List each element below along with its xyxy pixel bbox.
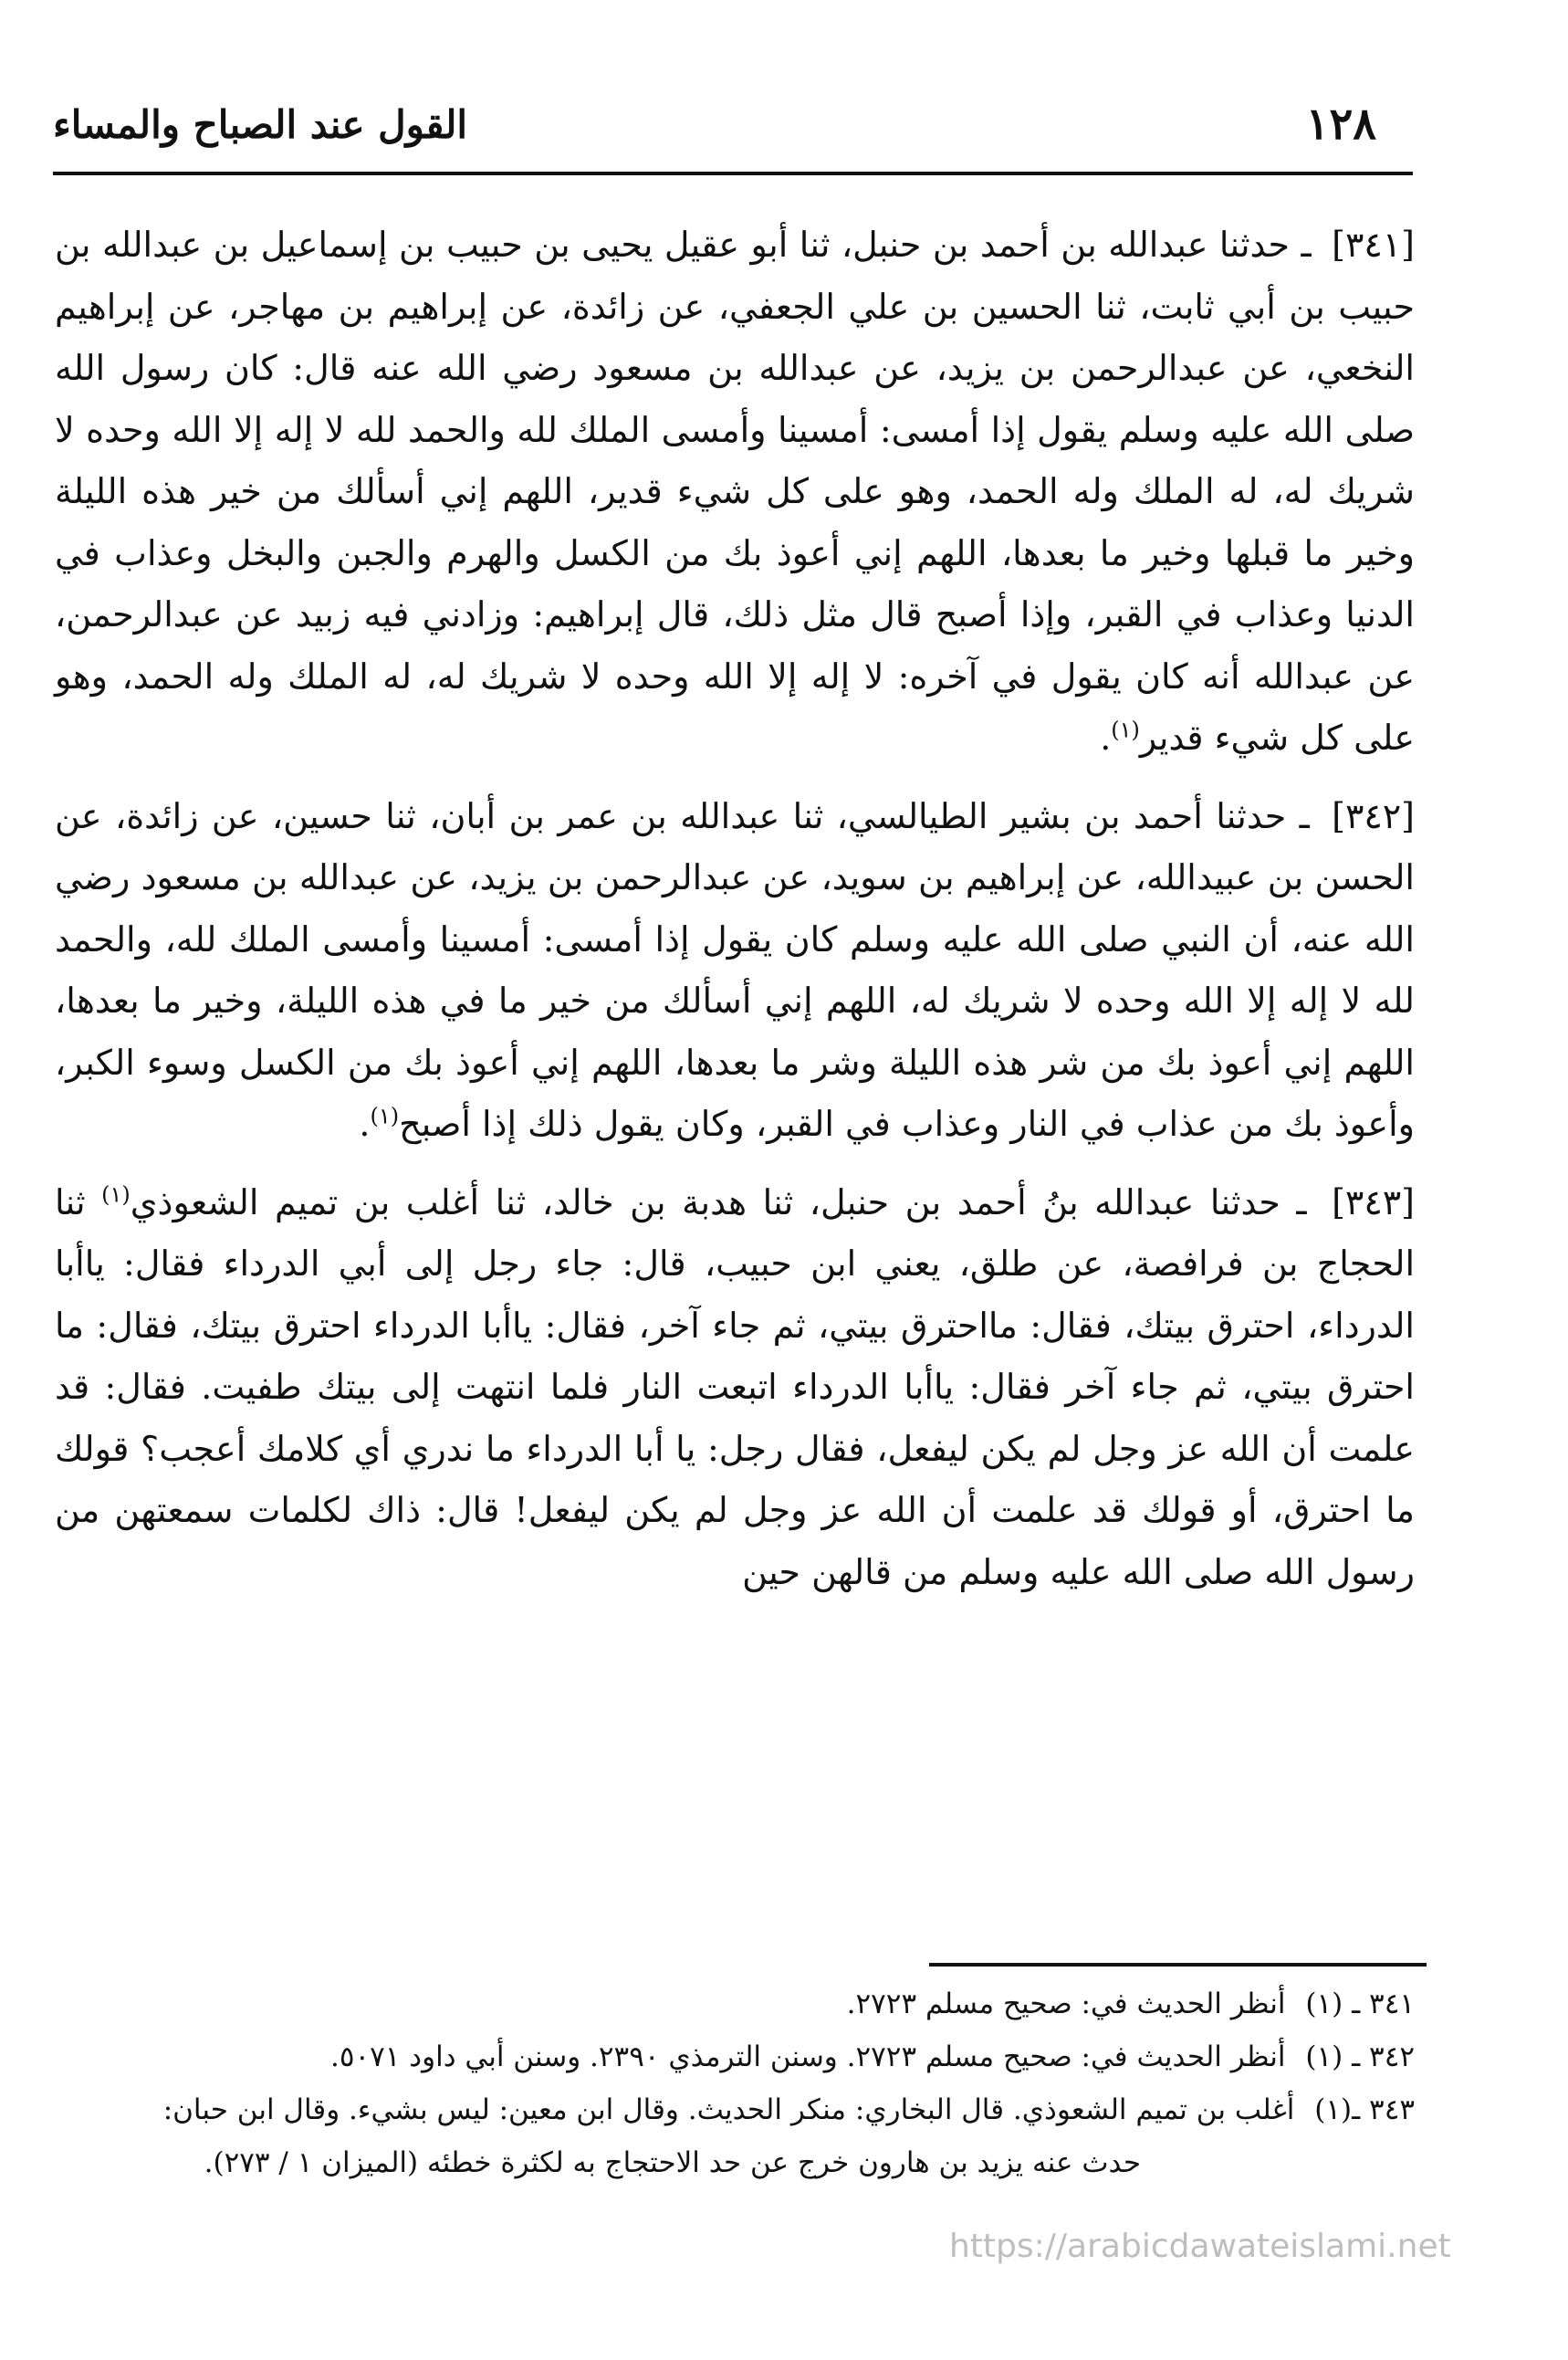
footnote-marker: (١)	[370, 1103, 400, 1129]
footnote-343-continuation: حدث عنه يزيد بن هارون خرج عن حد الاحتجاج به لكثرة خطئه (الميزان ١ / ٢٧٣).	[204, 2146, 1141, 2179]
footnote-rule	[929, 1963, 1427, 1967]
hadith-number: [٣٤٢]	[1332, 795, 1415, 836]
footnote-ref: ٣٤١ ـ (١)	[1305, 1988, 1415, 2020]
watermark: https://arabicdawateislami.net	[949, 2228, 1451, 2265]
page-header	[53, 99, 1413, 163]
page-number: ١٢٨	[1305, 99, 1376, 150]
hadith-text: ـ حدثنا أحمد بن بشير الطيالسي، ثنا عبدالله بن عمر بن أبان، ثنا حسين، عن زائدة، عن الحسن بن عبيدالله، عن إبراهيم بن سويد، عن عبدالرحمن بن يزيد، عن عبدالله بن مسعود رضي الله عنه، أن النبي صلى الله عليه وسلم كان يقول إذا أمسى: أمسينا وأمسى الملك لله، والحمد لله لا إله إلا الله وحده لا شريك له، اللهم إني أسألك من خير ما في هذه الليلة، وخير ما بعدها، اللهم إني أعوذ بك من شر هذه الليلة وشر ما بعدها، اللهم إني أعوذ بك من الكسل وسوء الكبر، وأعوذ بك من عذاب في النار وعذاب في القبر، وكان يقول ذلك إذا أصبح	[55, 795, 1415, 1144]
footnotes	[55, 1981, 1415, 2186]
header-rule	[53, 172, 1413, 175]
running-title: القول عند الصباح والمساء	[53, 102, 468, 147]
footnote-341	[55, 1981, 1415, 2027]
hadith-text: ـ حدثنا عبدالله بن أحمد بن حنبل، ثنا أبو عقيل يحيى بن حبيب بن إسماعيل بن عبدالله بن حبيب بن أبي ثابت، ثنا الحسين بن علي الجعفي، عن زائدة، عن إبراهيم بن مهاجر، عن إبراهيم النخعي، عن عبدالرحمن بن يزيد، عن عبدالله بن مسعود رضي الله عنه قال: كان رسول الله صلى الله عليه وسلم يقول إذا أمسى: أمسينا وأمسى الملك لله والحمد لله لا إله إلا الله وحده لا شريك له، له الملك وله الحمد، وهو على كل شيء قدير، اللهم إني أسألك من خير هذه الليلة وخير ما قبلها وخير ما بعدها، اللهم إني أعوذ بك من الكسل والهرم والجبن والبخل وعذاب في الدنيا وعذاب في القبر، وإذا أصبح قال مثل ذلك، قال إبراهيم: وزادني فيه زبيد عن عبدالرحمن، عن عبدالله أنه كان يقول في آخره: لا إله إلا الله وحده لا شريك له، له الملك وله الحمد، وهو على كل شيء قدير	[55, 225, 1415, 758]
footnote-343	[55, 2087, 1415, 2133]
footnote-text: أنظر الحديث في: صحيح مسلم ٢٧٢٣. وسنن الترمذي ٢٣٩٠. وسنن أبي داود ٥٠٧١.	[329, 2040, 1286, 2073]
footnote-text: أغلب بن تميم الشعوذي. قال البخاري: منكر الحديث. وقال ابن معين: ليس بشيء. وقال ابن حبان:	[162, 2093, 1295, 2126]
hadith-number: [٣٤٣]	[1332, 1181, 1415, 1222]
hadith-343	[55, 1172, 1415, 1604]
footnote-text: أنظر الحديث في: صحيح مسلم ٢٧٢٣.	[846, 1988, 1286, 2020]
hadith-number: [٣٤١]	[1332, 225, 1415, 265]
hadith-end: .	[359, 1104, 371, 1144]
footnote-ref: ٣٤٢ ـ (١)	[1305, 2040, 1415, 2073]
hadith-text: ـ حدثنا عبدالله بنُ أحمد بن حنبل، ثنا هدبة بن خالد، ثنا أغلب بن تميم الشعوذي	[130, 1181, 1307, 1222]
hadith-341	[55, 215, 1415, 770]
footnote-marker: (١)	[101, 1180, 131, 1207]
footnote-342	[55, 2034, 1415, 2080]
hadith-text-continued: ثنا الحجاج بن فرافصة، عن طلق، يعني ابن حبيب، قال: جاء رجل إلى أبي الدرداء فقال: ياأبا الدرداء، احترق بيتك، فقال: مااحترق بيتي، ثم جاء آخر، فقال: ياأبا الدرداء احترق بيتك، فقال: ما احترق بيتي، ثم جاء آخر فقال: ياأبا الدرداء اتبعت النار فلما انتهت إلى بيتك طفيت. فقال: قد علمت أن الله عز وجل لم يكن ليفعل، فقال رجل: يا أبا الدرداء ما ندري أي كلامك أعجب؟ قولك ما احترق، أو قولك قد علمت أن الله عز وجل لم يكن ليفعل! قال: ذاك لكلمات سمعتهن من رسول الله صلى الله عليه وسلم من قالهن حين	[55, 1181, 1415, 1592]
hadith-end: .	[1100, 718, 1112, 758]
main-text	[55, 215, 1415, 1620]
hadith-342	[55, 786, 1415, 1156]
footnote-ref: ٣٤٣ ـ(١)	[1314, 2093, 1415, 2126]
footnote-marker: (١)	[1111, 717, 1140, 743]
